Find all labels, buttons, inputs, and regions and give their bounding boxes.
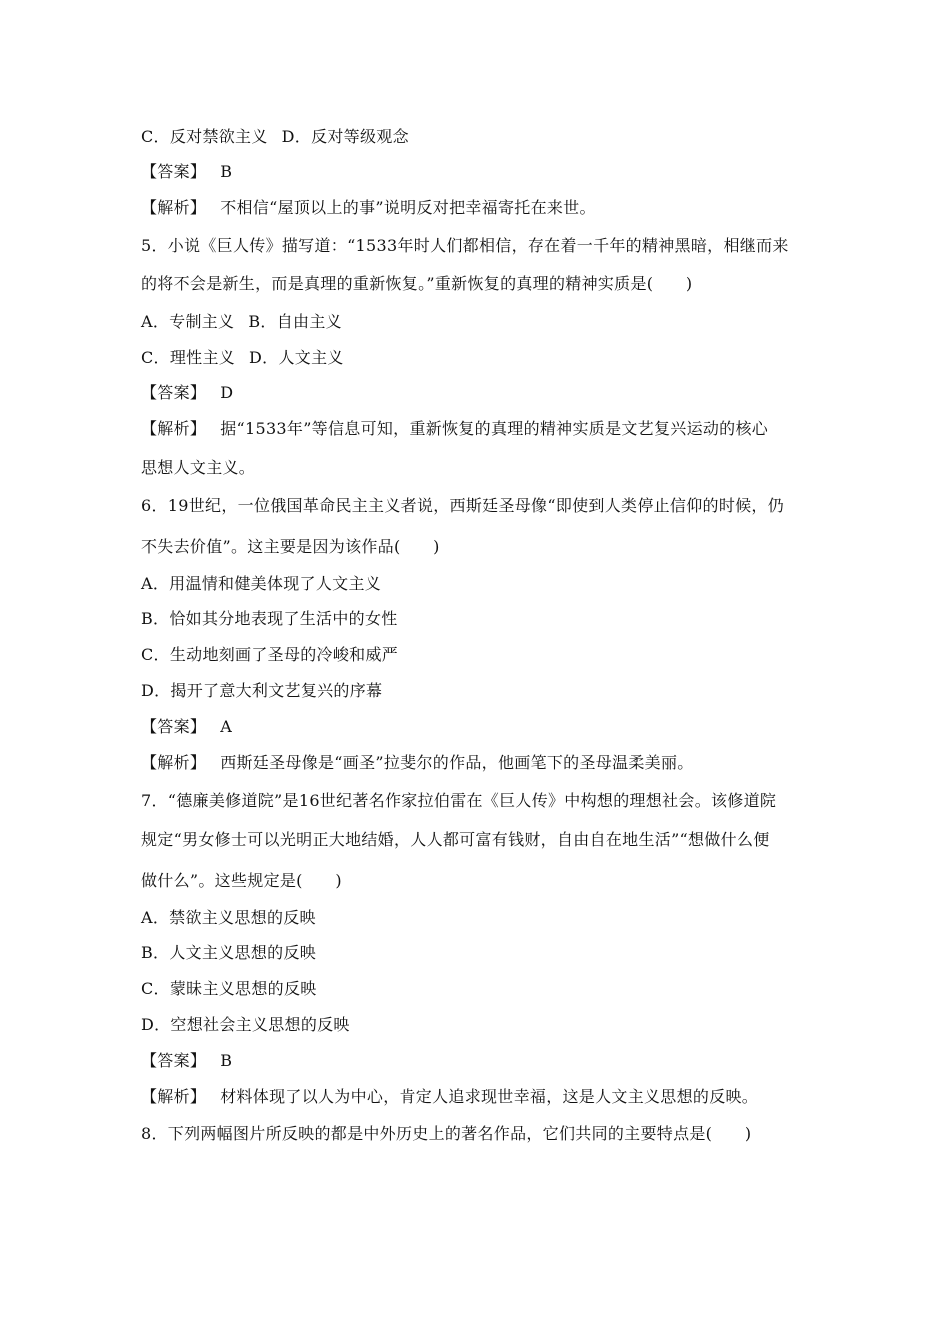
q4-answer-line [141,162,232,182]
q4-option-d: D．反对等级观念 [281,127,409,146]
q5-stem-line1: 5．小说《巨人传》描写道：“1533年时人们都相信，存在着一千年的精神黑暗，相继而来 [141,236,789,255]
q7-analysis: 材料体现了以人为中心，肯定人追求现世幸福，这是人文主义思想的反映。 [220,1087,759,1106]
q6-answer: A [220,717,233,736]
q5-analysis-text1: 据“1533年”等信息可知，重新恢复的真理的精神实质是文艺复兴运动的核心 [220,419,769,438]
q6-stem-line1: 6．19世纪，一位俄国革命民主主义者说，西斯廷圣母像“即使到人类停止信仰的时候，仍 [141,496,785,515]
q6-option-a: A．用温情和健美体现了人文主义 [141,574,382,593]
q7-option-a: A．禁欲主义思想的反映 [141,908,316,927]
q6-option-b: B．恰如其分地表现了生活中的女性 [141,609,398,628]
q4-answer: B [220,162,233,181]
q7-option-b: B．人文主义思想的反映 [141,943,317,962]
q7-stem-line3: 做什么”。这些规定是( ) [141,871,342,890]
answer-tag: 【答案】 [141,1051,207,1070]
answer-tag: 【答案】 [141,717,207,736]
answer-tag: 【答案】 [141,162,207,181]
q7-stem-line2: 规定“男女修士可以光明正大地结婚，人人都可富有钱财，自由自在地生活”“想做什么便 [141,830,770,849]
q5-analysis-line1 [141,419,768,439]
q5-analysis-line2: 思想人文主义。 [141,458,256,477]
q6-answer-line [141,717,232,737]
q7-analysis-line [141,1087,758,1107]
q4-analysis: 不相信“屋顶以上的事”说明反对把幸福寄托在来世。 [220,198,596,217]
analysis-tag: 【解析】 [141,1087,207,1106]
q6-stem-line2: 不失去价值”。这主要是因为该作品( ) [141,537,440,556]
q5-option-d: D．人文主义 [249,348,344,367]
q5-answer-line [141,383,233,403]
q5-answer: D [220,383,234,402]
q4-analysis-line [141,198,596,218]
analysis-tag: 【解析】 [141,198,207,217]
q6-option-c: C．生动地刻画了圣母的冷峻和威严 [141,645,399,664]
q4-options-cd [141,127,409,147]
q7-option-d: D．空想社会主义思想的反映 [141,1015,350,1034]
q5-stem-line2: 的将不会是新生，而是真理的重新恢复。”重新恢复的真理的精神实质是( ) [141,274,693,293]
q6-option-d: D．揭开了意大利文艺复兴的序幕 [141,681,383,700]
q6-analysis-line [141,753,694,773]
q6-analysis: 西斯廷圣母像是“画圣”拉斐尔的作品，他画笔下的圣母温柔美丽。 [220,753,694,772]
q5-option-b: B．自由主义 [248,312,342,331]
q5-option-a: A．专制主义 [141,312,235,331]
answer-tag: 【答案】 [141,383,207,402]
analysis-tag: 【解析】 [141,419,207,438]
q4-option-c: C．反对禁欲主义 [141,127,268,146]
q5-option-c: C．理性主义 [141,348,236,367]
q7-answer: B [220,1051,233,1070]
q7-stem-line1: 7．“德廉美修道院”是16世纪著名作家拉伯雷在《巨人传》中构想的理想社会。该修道院 [141,791,777,810]
q5-options-ab [141,312,342,332]
q7-answer-line [141,1051,232,1071]
analysis-tag: 【解析】 [141,753,207,772]
q5-options-cd [141,348,344,368]
q7-option-c: C．蒙昧主义思想的反映 [141,979,317,998]
q8-stem-line1: 8．下列两幅图片所反映的都是中外历史上的著名作品，它们共同的主要特点是( ) [141,1124,752,1143]
